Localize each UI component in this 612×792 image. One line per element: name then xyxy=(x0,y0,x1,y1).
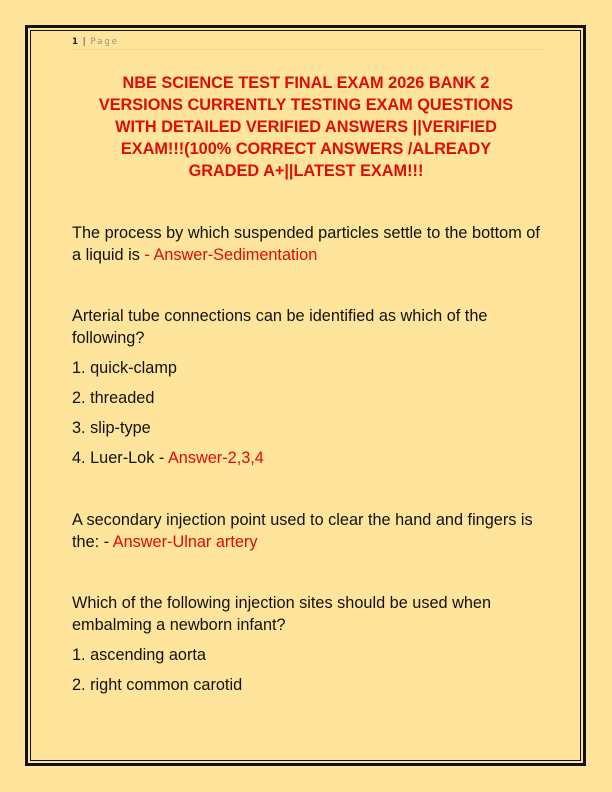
answer-text: - Answer-Sedimentation xyxy=(144,246,318,264)
question-4 xyxy=(72,592,552,696)
question-text: The process by which suspended particles settle to the bottom of a liquid is - Answer-Sedimentation xyxy=(72,224,540,264)
title-line: WITH DETAILED VERIFIED ANSWERS ||VERIFIED xyxy=(115,118,497,136)
option-item: 1. ascending aorta xyxy=(72,646,206,664)
page-label: Page xyxy=(90,37,120,47)
document-title xyxy=(62,72,550,182)
option-item: 4. Luer-Lok - Answer-2,3,4 xyxy=(72,449,264,467)
question-2 xyxy=(72,305,552,469)
option-item: 2. threaded xyxy=(72,389,155,407)
title-line: VERSIONS CURRENTLY TESTING EXAM QUESTIONS xyxy=(98,96,514,114)
title-line: EXAM!!!(100% CORRECT ANSWERS /ALREADY xyxy=(120,140,492,158)
option-item: 2. right common carotid xyxy=(72,676,243,694)
answer-text: Answer-2,3,4 xyxy=(167,449,264,467)
header-separator: | xyxy=(82,37,86,47)
page-header xyxy=(72,35,546,50)
question-1 xyxy=(72,222,552,266)
title-line: NBE SCIENCE TEST FINAL EXAM 2026 BANK 2 xyxy=(122,74,490,92)
option-item: 1. quick-clamp xyxy=(72,359,177,377)
page-number: 1 xyxy=(72,37,78,47)
question-text: Arterial tube connections can be identified as which of the following? xyxy=(72,307,488,347)
option-item: 3. slip-type xyxy=(72,419,151,437)
question-text: A secondary injection point used to clear the hand and fingers is the: - Answer-Ulnar artery xyxy=(72,511,533,551)
question-3 xyxy=(72,509,552,553)
title-line: GRADED A+||LATEST EXAM!!! xyxy=(188,162,424,180)
question-text: Which of the following injection sites should be used when embalming a newborn infant? xyxy=(72,594,492,634)
answer-text: Answer-Ulnar artery xyxy=(112,533,258,551)
